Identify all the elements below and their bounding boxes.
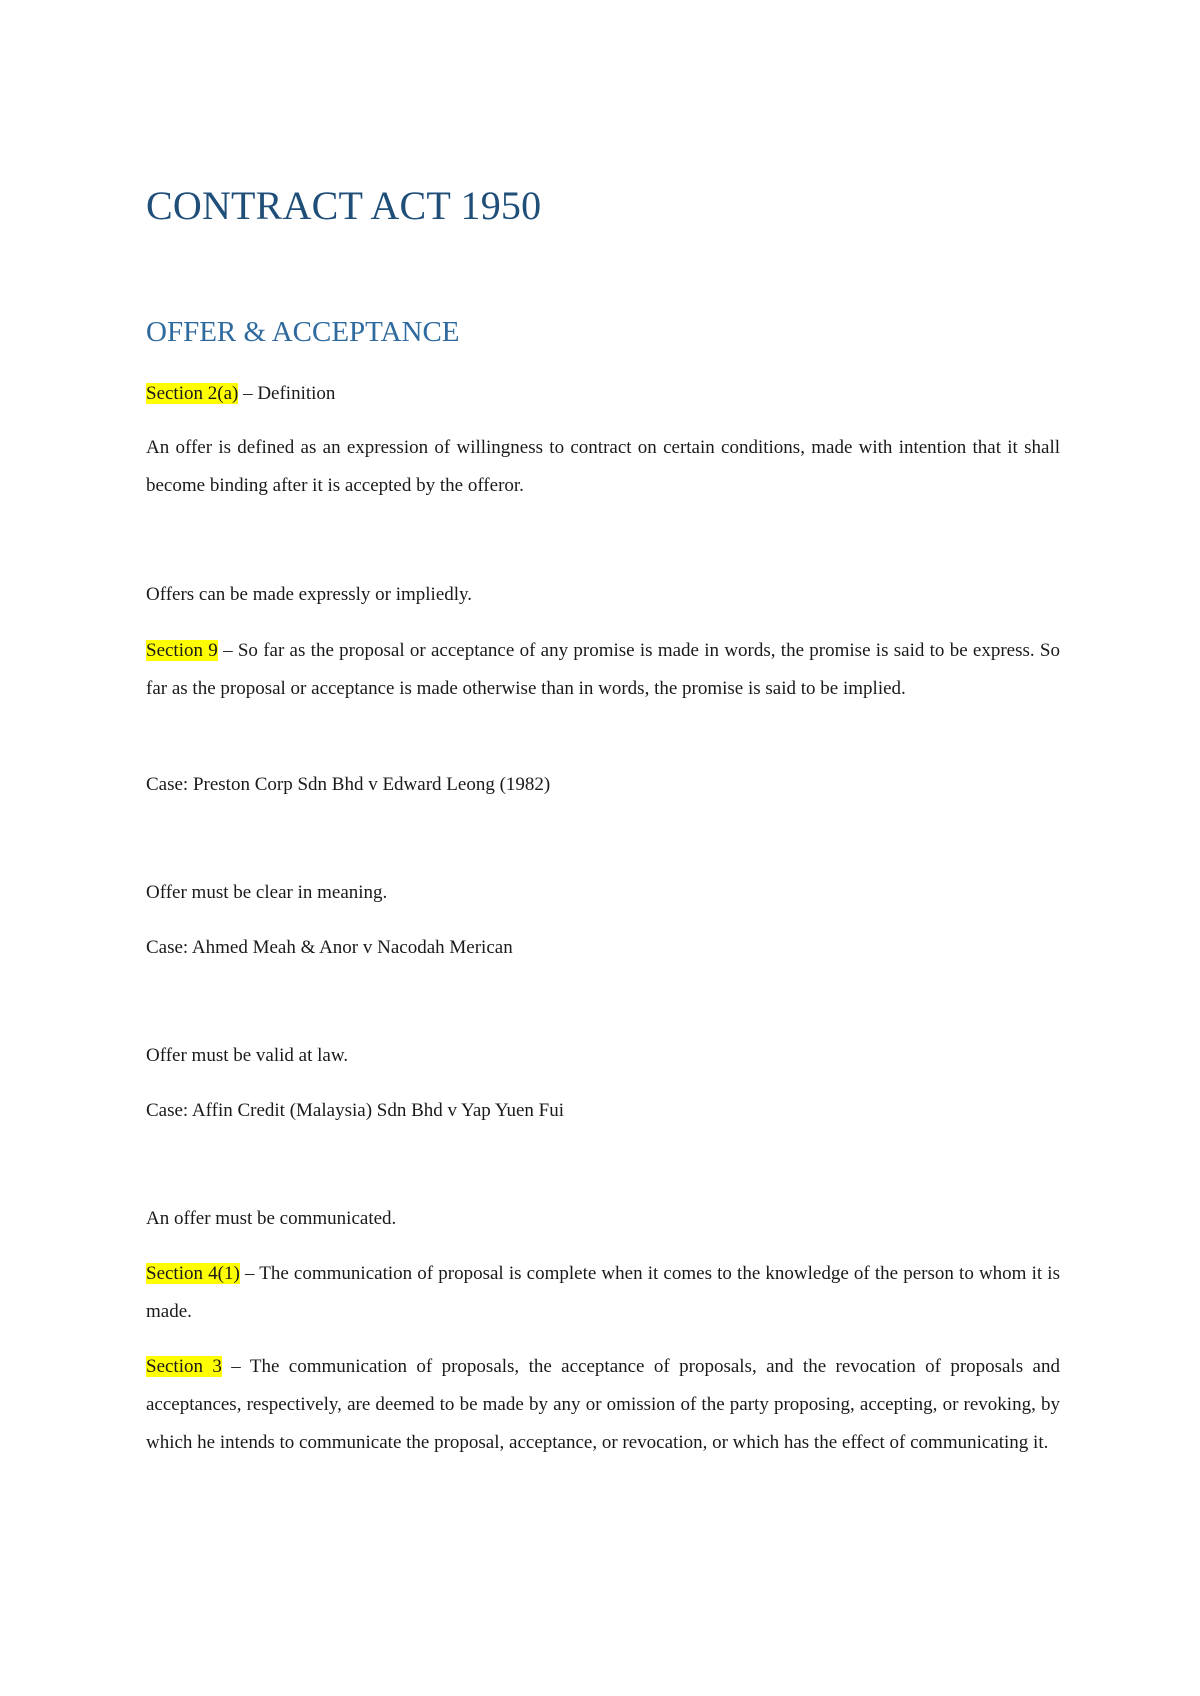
paragraph-text: An offer must be communicated. xyxy=(146,1208,397,1229)
paragraph-text: An offer is defined as an expression of willingness to contract on certain conditions, made with intention that it shall become binding after it is accepted by the offeror. xyxy=(146,437,1060,496)
paragraph-text: – The communication of proposals, the acceptance of proposals, and the revocation of proposals and acceptances, respectively, are deemed to be made by any or omission of the party proposing, accepting, or revoking, by which he intends to communicate the proposal, acceptance, or revocation, or which has the effect of communicating it. xyxy=(146,1356,1060,1453)
paragraph-text: – The communication of proposal is complete when it comes to the knowledge of the person to whom it is made. xyxy=(146,1263,1060,1322)
paragraph-offer-clear xyxy=(146,874,1060,912)
section-heading: OFFER & ACCEPTANCE xyxy=(146,316,460,348)
paragraph-offer-valid xyxy=(146,1037,1060,1075)
paragraph-text: Offer must be clear in meaning. xyxy=(146,882,388,903)
paragraph-case-affin xyxy=(146,1092,1060,1130)
paragraph-section-3 xyxy=(146,1348,1060,1462)
paragraph-section-2a xyxy=(146,375,1060,413)
section-reference-highlight: Section 4(1) xyxy=(146,1263,240,1284)
paragraph-text: – Definition xyxy=(238,383,336,404)
document-title: CONTRACT ACT 1950 xyxy=(146,183,542,228)
paragraph-text: Case: Ahmed Meah & Anor v Nacodah Merican xyxy=(146,937,513,958)
paragraph-text: Case: Preston Corp Sdn Bhd v Edward Leong (1982) xyxy=(146,774,551,795)
paragraph-case-ahmed xyxy=(146,929,1060,967)
section-reference-highlight: Section 9 xyxy=(146,640,218,661)
paragraph-text: Offer must be valid at law. xyxy=(146,1045,349,1066)
paragraph-text: Case: Affin Credit (Malaysia) Sdn Bhd v Yap Yuen Fui xyxy=(146,1100,564,1121)
paragraph-case-preston xyxy=(146,766,1060,804)
paragraph-offer-definition xyxy=(146,429,1060,505)
paragraph-text: Offers can be made expressly or impliedly. xyxy=(146,584,473,605)
paragraph-section-9 xyxy=(146,632,1060,708)
paragraph-section-4-1 xyxy=(146,1255,1060,1331)
paragraph-offer-communicated xyxy=(146,1200,1060,1238)
section-reference-highlight: Section 2(a) xyxy=(146,383,239,404)
section-reference-highlight: Section 3 xyxy=(146,1356,222,1377)
paragraph-text: – So far as the proposal or acceptance of any promise is made in words, the promise is said to be express. So far as the proposal or acceptance is made otherwise than in words, the promise is said to be implied. xyxy=(146,640,1060,699)
paragraph-offers-express-implied xyxy=(146,576,1060,614)
